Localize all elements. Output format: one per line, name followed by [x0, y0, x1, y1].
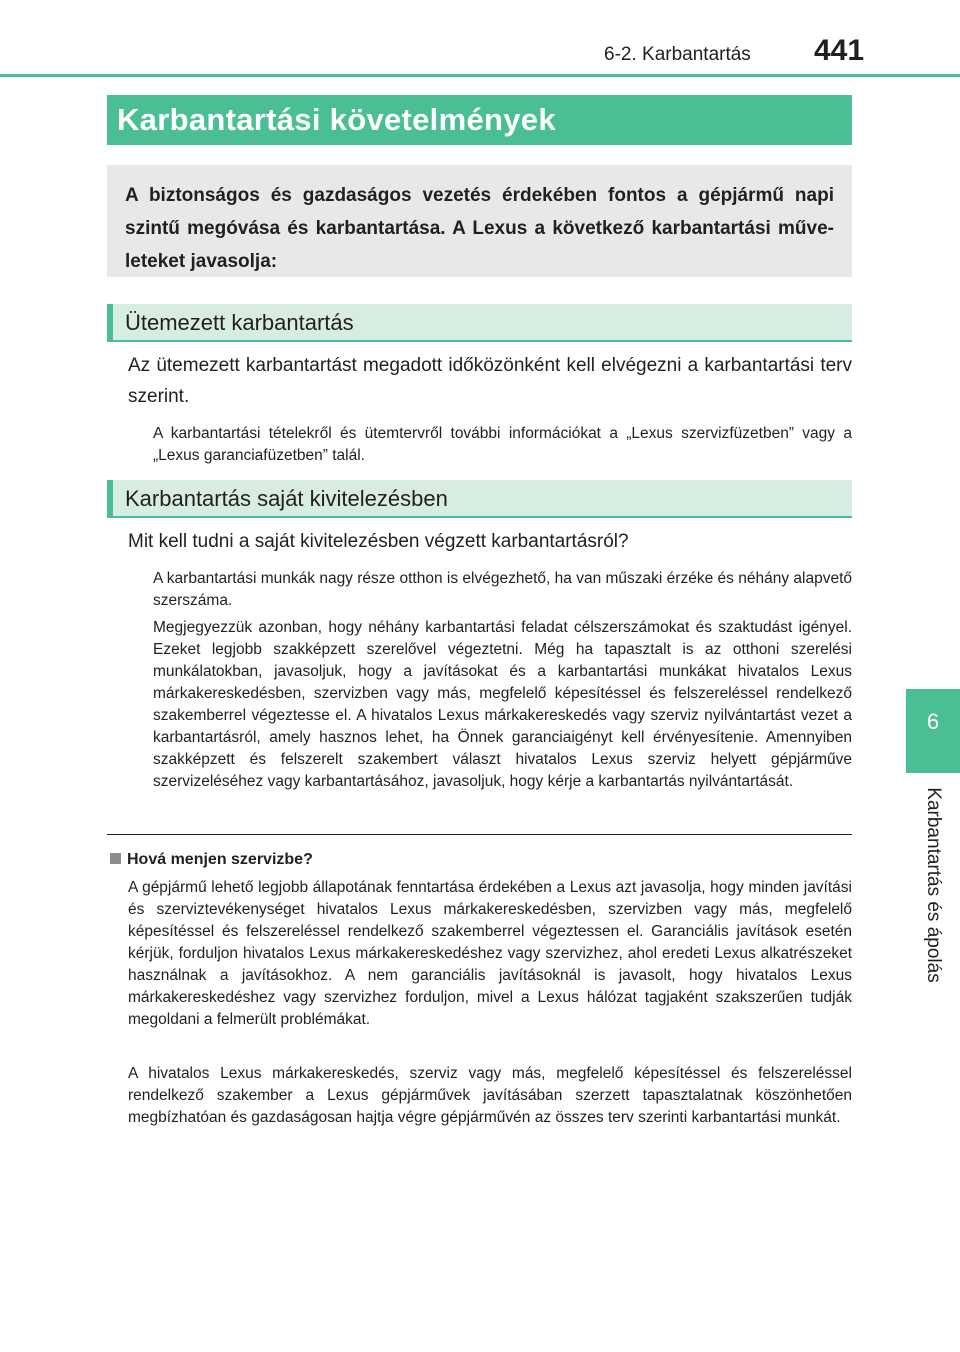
question-heading-text: Hová menjen szervizbe? [127, 851, 313, 868]
chapter-number: 6 [926, 709, 940, 734]
section-lead: Mit kell tudni a saját kivitelezésben végzett karbantartásról? [128, 531, 629, 552]
section-heading-diy: Karbantartás saját kivitelezésben [107, 480, 852, 518]
question-paragraph: A gépjármű lehető legjobb állapotának fenntartása érdekében a Lexus azt javasolja, hogy minden javítási és szerviztevékenységet hivatalos Lexus márkakereskedésben, szervizben vagy más, megfelelő képesítéssel és felszereléssel rendelkező szakemberrel végeztessen el. Garanciális javítások esetén kérjük, forduljon hivatalos Lexus márkakereskedéshez vagy szervizhez, ahol eredeti Lexus alkatrészeket használnak a javításokhoz. A nem garanciális javításoknál is javasolt, hogy hivatalos Lexus márkakereskedéshez vagy szervizhez forduljon, mivel a Lexus hálózat tagjaként szakszerűen tudják megoldani a felmerült problémákat. [128, 879, 852, 1028]
question-heading [110, 851, 313, 869]
page-number: 441 [814, 34, 865, 67]
chapter-tab[interactable] [906, 689, 960, 773]
intro-box: A biztonságos és gazdaságos vezetés érdekében fontos a gépjármű napi szintű megóvása és karbantartása. A Lexus a következő karbantartási műveleteket javasolja: [107, 165, 852, 277]
question-paragraph: A hivatalos Lexus márkakereskedés, szerviz vagy más, megfelelő képesítéssel és felszereléssel rendelkező szakember a Lexus gépjárművek javításában szerzett tapasztalatnak köszönhetően megbízhatóan és gazdaságosan hajtja végre gépjárművén az összes terv szerinti karbantartási munkát. [128, 1065, 852, 1126]
running-header: 6-2. Karbantartás [604, 44, 751, 65]
section-detail: A karbantartási tételekről és ütemtervről további információkat a „Lexus szervizfüzetben” vagy a „Lexus garanciafüzetben” talál. [153, 425, 852, 464]
section-detail: Megjegyezzük azonban, hogy néhány karbantartási feladat célszerszámokat és szaktudást igényel. Ezeket legjobb szakképzett szerelővel végeztetni. Még ha tapasztalt is az otthoni szerelési munkálatokban, javasoljuk, hogy a javításokat és a karbantartási munkákat hivatalos Lexus márkakereskedésben, szervizben vagy más, megfelelő képesítéssel és felszereléssel rendelkező szakemberrel végeztesse el. A hivatalos Lexus márkakereskedés vagy szerviz nyilvántartást vezet a karbantartásról, amely hasznos lehet, ha Önnek garanciaigényt kell érvényesítenie. Amennyiben szakképzett és felszerelt szakembert választ hivatalos Lexus szerviz helyett gépjárműve szervizeléséhez vagy karbantartásához, javasoljuk, hogy kérje a karbantartás nyilvántartását. [153, 619, 852, 790]
chapter-title: Karbantartás és ápolás [923, 787, 944, 983]
page-title: Karbantartási követelmények [107, 95, 852, 145]
section-heading-scheduled: Ütemezett karbantartás [107, 304, 852, 342]
header-rule [0, 74, 960, 77]
section-lead: Az ütemezett karbantartást megadott időközönként kell elvégezni a karbantartási terv szerint. [128, 355, 852, 407]
square-bullet-icon [110, 853, 121, 864]
divider [107, 834, 852, 835]
section-detail: A karbantartási munkák nagy része otthon is elvégezhető, ha van műszaki érzéke és néhány alapvető szerszáma. [153, 570, 852, 609]
